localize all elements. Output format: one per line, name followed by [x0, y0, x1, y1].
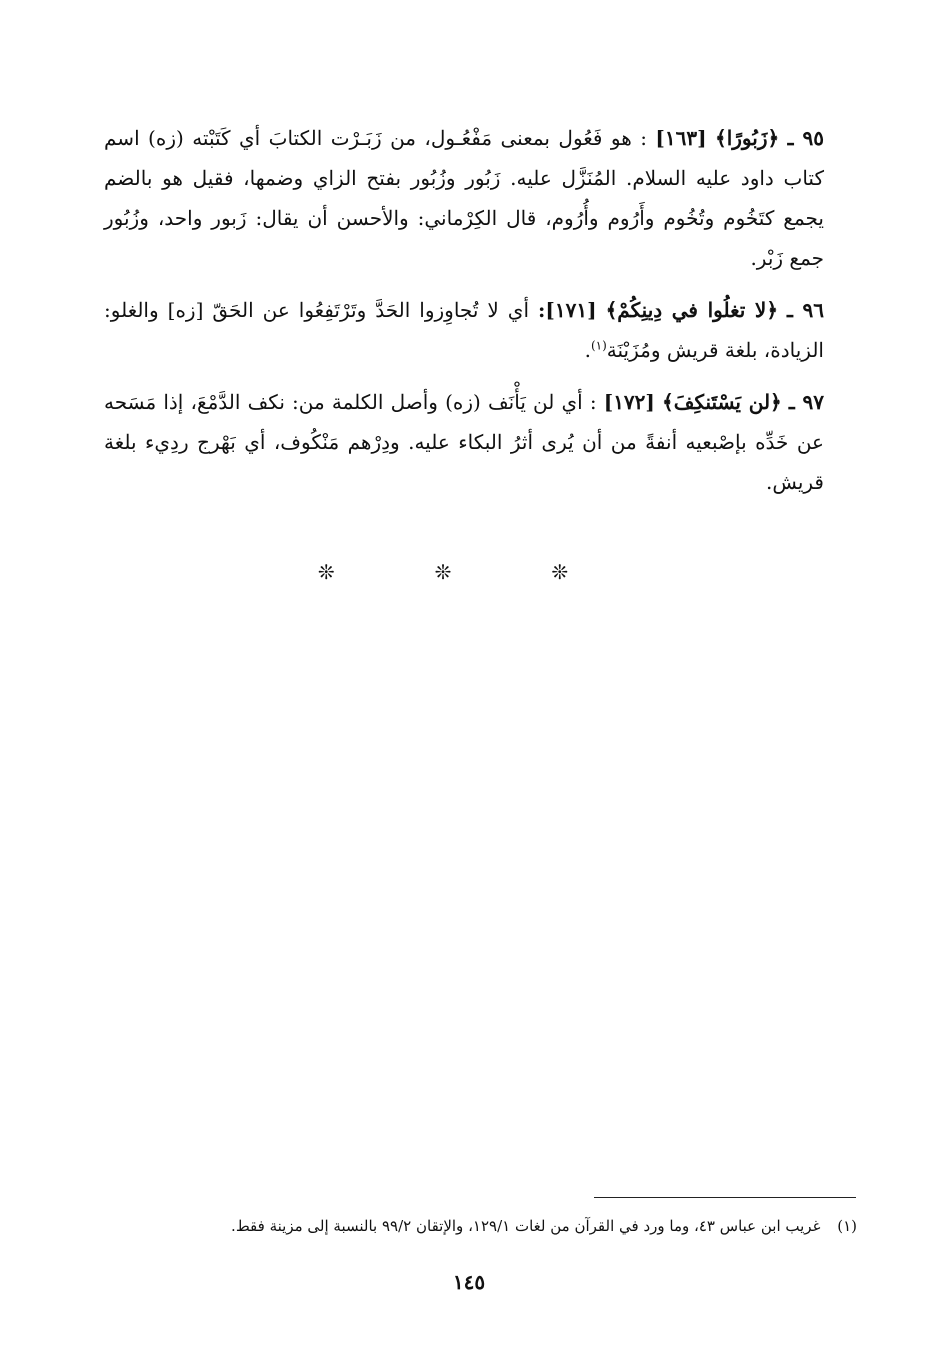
entry-96 — [104, 290, 824, 370]
entry-number: ٩٧ ـ — [788, 390, 824, 414]
section-separator — [0, 560, 938, 584]
entry-text: : هو فَعُول بمعنى مَفْعُـول، من زَبَـرْت الكتابَ أي كَتَبْته (زه) اسم كتاب داود عليه السلام. المُنَزَّل عليه. زَبُور وزُبُور بفتح الزاي وضمها، فقيل هو بالضم يجمع كتَخُوم وتُخُوم وأَرُوم وأُرُوم، قال الكِرْماني: والأحسن أن يقال: زَبور واحد، وزُبُور جمع زَبْر. — [104, 126, 824, 270]
entry-95 — [104, 118, 824, 278]
footnote-text: غريب ابن عباس ٤٣، وما ورد في القرآن من لغات ١٢٩/١، والإتقان ٩٩/٢ بالنسبة إلى مزينة فقط. — [231, 1217, 821, 1235]
quran-term: ﴿لا تغلُوا في دِينِكُمْ﴾ — [605, 298, 779, 322]
verse-reference: [١٧١]: — [538, 298, 597, 322]
asterism-icon: ❊ — [551, 560, 621, 584]
quran-term: ﴿لن يَسْتَنكِفَ﴾ — [662, 390, 782, 414]
page-number: ١٤٥ — [452, 1270, 486, 1294]
entry-text: : أي لن يَأْنَف (زه) وأصل الكلمة من: نكف الدَّمْعَ، إذا مَسَحه عن خَدِّه بإصْبعيه أنفةً من أن يُرى أثرُ البكاء عليه. ودِرْهم مَنْكُوف، أي بَهْرج ردِيء بلغة قريش. — [104, 390, 824, 494]
footnote-divider — [594, 1197, 856, 1198]
asterism-icon: ❊ — [434, 560, 504, 584]
glossary-entries — [104, 118, 824, 514]
entry-number: ٩٦ ـ — [787, 298, 824, 322]
entry-text: أي لا تُجاوِزوا الحَدَّ وتَرْتَفِعُوا عن الحَقّ [زه] والغلو: الزيادة، بلغة قريش ومُزَيْنَة — [104, 298, 824, 362]
footnote-mark: (١) — [837, 1217, 857, 1235]
entry-97 — [104, 382, 824, 502]
asterism-icon: ❊ — [317, 560, 387, 584]
entry-number: ٩٥ ـ — [787, 126, 825, 150]
footnote-reference: (١) — [590, 338, 607, 353]
footnote — [104, 1214, 857, 1238]
verse-reference: [١٦٣] — [655, 126, 707, 150]
quran-term: ﴿زَبُورًا﴾ — [715, 126, 780, 150]
verse-reference: [١٧٢] — [603, 390, 655, 414]
entry-end-punctuation: . — [584, 338, 591, 362]
